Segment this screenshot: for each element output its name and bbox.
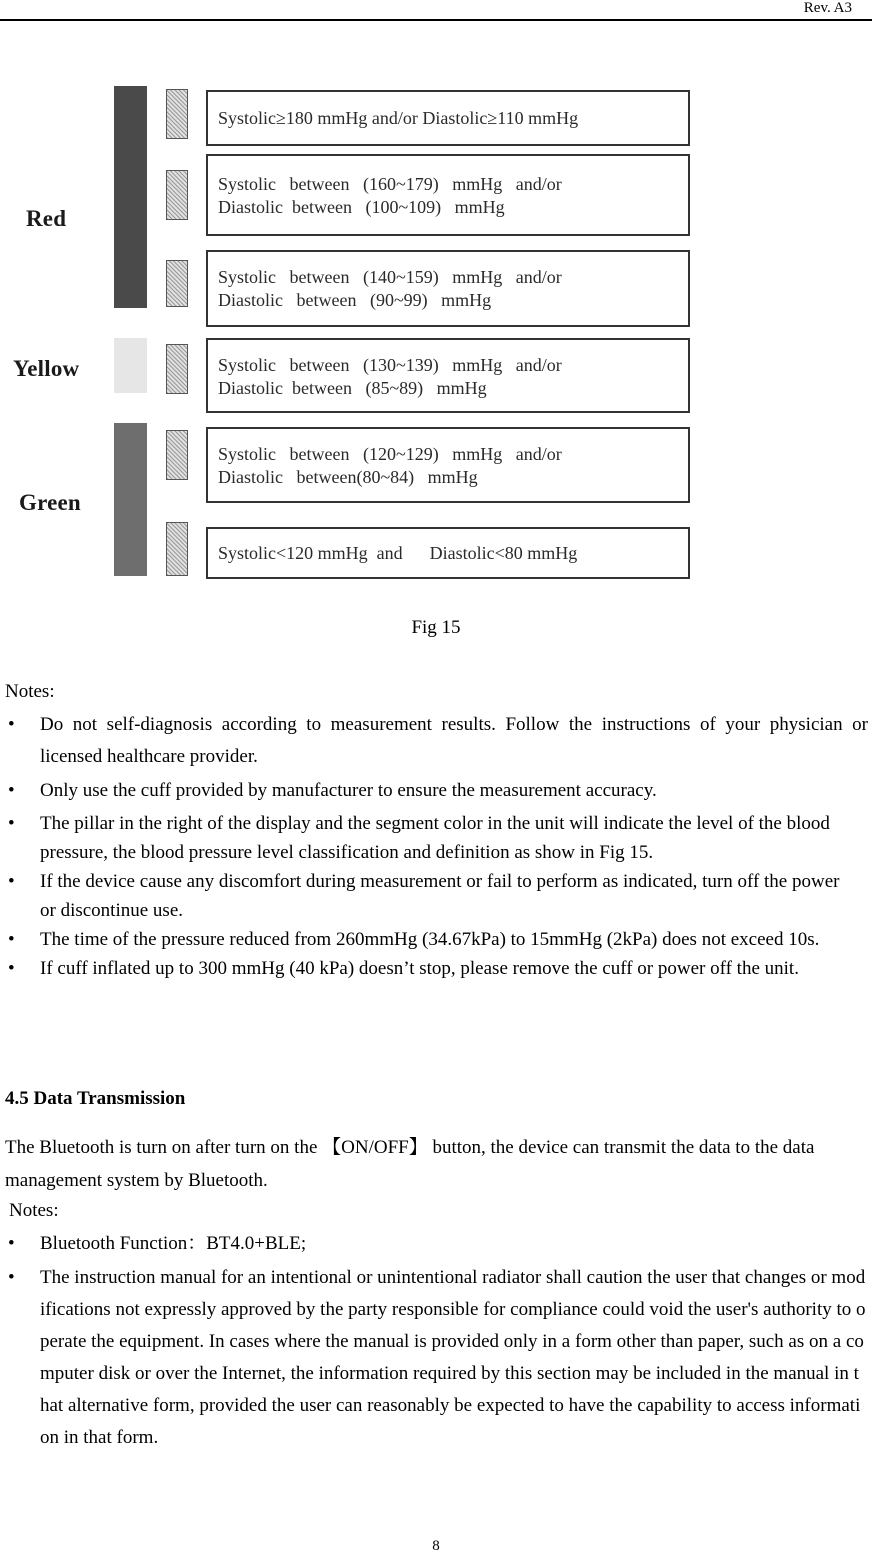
classification-text: Diastolic between (85~89) mmHg xyxy=(218,378,487,398)
classification-text: Systolic<120 mmHg and Diastolic<80 mmHg xyxy=(218,542,578,563)
notes-heading: Notes: xyxy=(5,681,55,702)
bp-classification-figure xyxy=(0,80,872,590)
list-item: • Bluetooth Function：BT4.0+BLE; xyxy=(0,1228,868,1260)
list-item: • Only use the cuff provided by manufacturer to ensure the measurement accuracy. xyxy=(0,775,868,807)
classification-text: Diastolic between (100~109) mmHg xyxy=(218,197,505,217)
classification-box xyxy=(206,527,690,579)
category-label-red: Red xyxy=(26,206,67,231)
segment-indicator xyxy=(166,260,188,307)
classification-text: Systolic≥180 mmHg and/or Diastolic≥110 mmHg xyxy=(218,107,579,128)
level-pillar-green xyxy=(114,423,147,576)
classification-text: Systolic between (130~139) mmHg and/or xyxy=(218,355,562,375)
notes-list xyxy=(0,709,868,983)
notes-heading: Notes: xyxy=(9,1200,59,1221)
section-heading: 4.5 Data Transmission xyxy=(5,1088,186,1109)
header-rule xyxy=(0,19,872,21)
level-pillar-red xyxy=(114,86,147,308)
classification-box xyxy=(206,154,690,236)
classification-text: Systolic between (140~159) mmHg and/or xyxy=(218,267,562,287)
level-pillar-yellow xyxy=(114,338,147,393)
list-item: • The pillar in the right of the display and the segment color in the unit will indicate the level of the blood pressure, the blood pressure level classification and definition as show in Fig 15. xyxy=(0,809,868,867)
classification-box xyxy=(206,90,690,146)
segment-indicator xyxy=(166,344,188,394)
classification-box xyxy=(206,427,690,503)
classification-box xyxy=(206,338,690,413)
section-paragraph: The Bluetooth is turn on after turn on the 【ON/OFF】 button, the device can transmit the data to the data management system by Bluetooth. xyxy=(5,1137,815,1191)
segment-indicator xyxy=(166,430,188,480)
revision-label: Rev. A3 xyxy=(803,0,852,16)
segment-indicator xyxy=(166,170,188,220)
segment-indicator xyxy=(166,89,188,139)
category-label-green: Green xyxy=(19,490,81,515)
figure-caption: Fig 15 xyxy=(411,617,461,638)
classification-text: Diastolic between(80~84) mmHg xyxy=(218,467,478,487)
classification-text: Systolic between (120~129) mmHg and/or xyxy=(218,444,562,464)
list-item: • If the device cause any discomfort during measurement or fail to perform as indicated, turn off the power or discontinue use. xyxy=(0,867,868,925)
page-number: 8 xyxy=(432,1538,440,1554)
classification-text: Diastolic between (90~99) mmHg xyxy=(218,290,492,310)
classification-text: Systolic between (160~179) mmHg and/or xyxy=(218,174,562,194)
category-label-yellow: Yellow xyxy=(13,356,80,381)
list-item: • The instruction manual for an intentional or unintentional radiator shall caution the user that changes or modifications not expressly approved by the party responsible for compliance could void the user's authority to operate the equipment. In cases where the manual is provided only in a form other than paper, such as on a computer disk or over the Internet, the information required by this section may be included in the manual in that alternative form, provided the user can reasonably be expected to have the capability to access information in that form. xyxy=(0,1262,868,1454)
list-item: • Do not self-diagnosis according to measurement results. Follow the instructions of your physician or licensed healthcare provider. xyxy=(0,709,868,773)
list-item: • The time of the pressure reduced from 260mmHg (34.67kPa) to 15mmHg (2kPa) does not exceed 10s. xyxy=(0,925,868,954)
notes-list xyxy=(0,1228,868,1454)
segment-indicator xyxy=(166,522,188,576)
list-item: • If cuff inflated up to 300 mmHg (40 kPa) doesn’t stop, please remove the cuff or power off the unit. xyxy=(0,954,868,983)
classification-box xyxy=(206,250,690,327)
